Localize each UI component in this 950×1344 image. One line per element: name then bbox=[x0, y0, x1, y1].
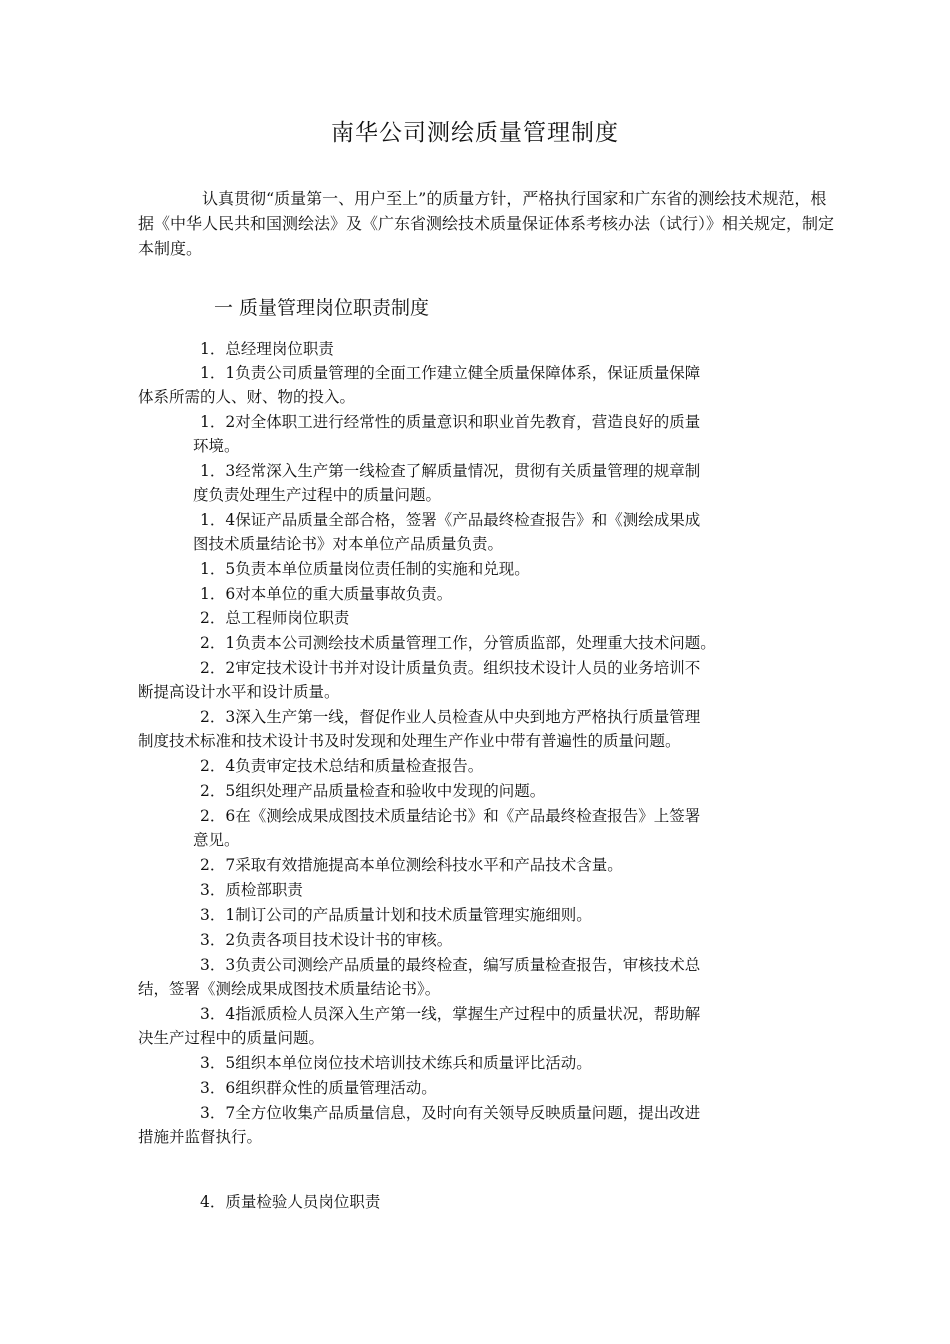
text-line: 2．6在《测绘成果成图技术质量结论书》和《产品最终检查报告》上签署 bbox=[200, 807, 701, 825]
text-line: 2．5组织处理产品质量检查和验收中发现的问题。 bbox=[200, 782, 546, 800]
text-line: 3．1制订公司的产品质量计划和技术质量管理实施细则。 bbox=[200, 906, 592, 924]
document-title: 南华公司测绘质量管理制度 bbox=[331, 120, 619, 146]
text-line: 措施并监督执行。 bbox=[138, 1128, 263, 1146]
section-heading: 一 质量管理岗位职责制度 bbox=[214, 297, 430, 319]
text-line: 断提高设计水平和设计质量。 bbox=[138, 683, 340, 701]
text-line: 3．5组织本单位岗位技术培训技术练兵和质量评比活动。 bbox=[200, 1054, 592, 1072]
text-line: 3．3负责公司测绘产品质量的最终检查，编写质量检查报告，审核技术总 bbox=[200, 956, 701, 974]
text-line: 3．4指派质检人员深入生产第一线，掌握生产过程中的质量状况，帮助解 bbox=[200, 1005, 701, 1023]
text-line: 2．7采取有效措施提高本单位测绘科技水平和产品技术含量。 bbox=[200, 856, 623, 874]
text-line: 体系所需的人、财、物的投入。 bbox=[138, 388, 356, 406]
text-line: 1．1负责公司质量管理的全面工作建立健全质量保障体系，保证质量保障 bbox=[200, 364, 701, 382]
text-line: 1．4保证产品质量全部合格，签署《产品最终检查报告》和《测绘成果成 bbox=[200, 511, 701, 529]
text-line: 1．3经常深入生产第一线检查了解质量情况，贯彻有关质量管理的规章制 bbox=[200, 462, 701, 480]
text-line: 1．6对本单位的重大质量事故负责。 bbox=[200, 585, 453, 603]
text-line: 环境。 bbox=[193, 437, 240, 455]
text-line: 决生产过程中的质量问题。 bbox=[138, 1029, 325, 1047]
text-line: 结，签署《测绘成果成图技术质量结论书》。 bbox=[138, 980, 441, 998]
text-line: 3．2负责各项目技术设计书的审核。 bbox=[200, 931, 453, 949]
heading-chief-engineer: 2．总工程师岗位职责 bbox=[200, 609, 350, 627]
text-line: 图技术质量结论书》对本单位产品质量负责。 bbox=[193, 535, 504, 553]
text-line: 1．5负责本单位质量岗位责任制的实施和兑现。 bbox=[200, 560, 530, 578]
heading-qc-inspector: 4．质量检验人员岗位职责 bbox=[200, 1193, 381, 1211]
text-line: 2．3深入生产第一线，督促作业人员检查从中央到地方严格执行质量管理 bbox=[200, 708, 701, 726]
text-line: 1．2对全体职工进行经常性的质量意识和职业首先教育，营造良好的质量 bbox=[200, 413, 701, 431]
heading-general-manager: 1．总经理岗位职责 bbox=[200, 340, 334, 358]
text-line: 意见。 bbox=[193, 831, 240, 849]
text-line: 2．1负责本公司测绘技术质量管理工作，分管质监部，处理重大技术问题。 bbox=[200, 634, 716, 652]
text-line: 2．2审定技术设计书并对设计质量负责。组织技术设计人员的业务培训不 bbox=[200, 659, 701, 677]
text-line: 3．7全方位收集产品质量信息，及时向有关领导反映质量问题，提出改进 bbox=[200, 1104, 701, 1122]
intro-paragraph: 认真贯彻“质量第一、用户至上”的质量方针，严格执行国家和广东省的测绘技术规范，根据《中华人民共和国测绘法》及《广东省测绘技术质量保证体系考核办法（试行）》相关规定，制定本制度。 bbox=[138, 189, 835, 258]
text-line: 度负责处理生产过程中的质量问题。 bbox=[193, 486, 442, 504]
heading-qc-department: 3．质检部职责 bbox=[200, 881, 303, 899]
text-line: 3．6组织群众性的质量管理活动。 bbox=[200, 1079, 437, 1097]
text-line: 制度技术标准和技术设计书及时发现和处理生产作业中带有普遍性的质量问题。 bbox=[138, 732, 681, 750]
text-line: 2．4负责审定技术总结和质量检查报告。 bbox=[200, 757, 484, 775]
